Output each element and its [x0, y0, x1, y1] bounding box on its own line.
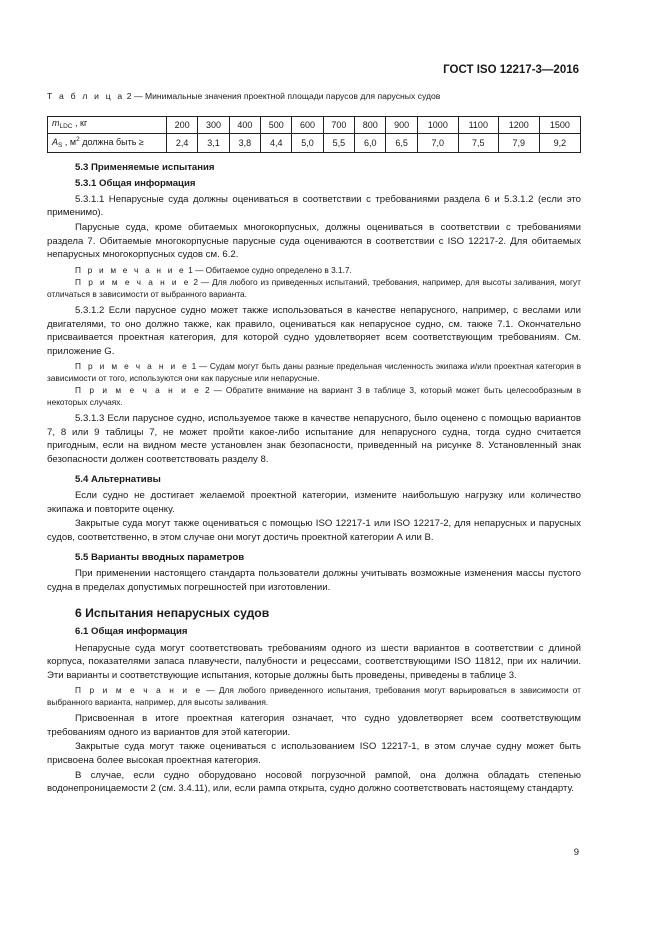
row-header-mass: $m_{LDC}$ , кг: [48, 116, 167, 133]
table-cell: 700: [323, 116, 354, 133]
table-cell: 600: [292, 116, 323, 133]
subsection-heading-6-1: 6.1 Общая информация: [75, 626, 188, 638]
table-cell: 800: [355, 116, 386, 133]
paragraph: Закрытые суда могут также оцениваться с использованием ISO 12217-1, в этом случае судну может быть присвоена более высокая проектная категория.: [47, 741, 581, 767]
table-cell: 3,1: [198, 133, 229, 152]
table-cell: 6,0: [355, 133, 386, 152]
table-cell: 7,5: [458, 133, 498, 152]
paragraph: Присвоенная в итоге проектная категория означает, что судно удовлетворяет всем соответствующим требованиям одного из вариантов для этой категории.: [47, 713, 581, 738]
table-row-mass: [48, 116, 581, 133]
paragraph: Парусные суда, кроме обитаемых многокорпусных, должны оцениваться в соответствии с требованиями раздела 7. Обитаемые многокорпусные парусные суда оцениваются в соответствии с ISO 12217-2. Для обитаемых непарусных многокорпусных судов см. 6.2.: [47, 221, 581, 261]
subsection-heading-5-3-1: 5.3.1 Общая информация: [75, 178, 196, 190]
table-row-area: [48, 133, 581, 152]
section-heading-6: 6 Испытания непарусных судов: [75, 606, 270, 621]
table-cell: 5,5: [323, 133, 354, 152]
table-cell: 9,2: [539, 133, 580, 152]
section-heading-5-5: 5.5 Варианты вводных параметров: [75, 552, 245, 564]
paragraph: При применении настоящего стандарта пользователи должны учитывать возможные изменения массы пустого судна в пределах допустимых погрешностей при изготовлении.: [47, 567, 581, 593]
sail-area-table: [47, 116, 581, 153]
table-cell: 2,4: [167, 133, 198, 152]
table-cell: 5,0: [292, 133, 323, 152]
table-caption-text: 2 — Минимальные значения проектной площади парусов для парусных судов: [124, 91, 441, 101]
paragraph: 5.3.1.2 Если парусное судно может также использоваться в качестве непарусного, например, с веслами или двигателями, то оно должно также, как правило, оцениваться как непарусное судно, см. также 7.1. Окончательно присваивается проектная категория, для которой судно удовлетворяет всем соответствующим требованиям. См. приложение G.: [47, 304, 581, 357]
paragraph: 5.3.1.3 Если парусное судно, используемое также в качестве непарусного, было оценено с помощью вариантов 7, 8 или 9 таблицы 7, не может пройти какое-либо испытание для непарусного судна, тогда судно считается пригодным, если на видном месте установлен знак безопасности, приведенный на рисунке 8. Установленный знак безопасности должен соответствовать разделу 8.: [47, 412, 581, 465]
page-number: 9: [573, 847, 579, 858]
row-header-area: $A_S$ , $м^2$ должна быть ≥: [48, 133, 167, 152]
table-cell: 300: [198, 116, 229, 133]
note: П р и м е ч а н и е 2 — Для любого из приведенных испытаний, требования, например, для высоты заливания, могут отличаться в зависимости от выбранного варианта.: [47, 277, 581, 299]
section-heading-5-4: 5.4 Альтернативы: [75, 474, 161, 486]
table-cell: 6,5: [386, 133, 417, 152]
paragraph: В случае, если судно оборудовано носовой погрузочной рампой, она должна обладать степенью водонепроницаемости 2 (см. 3.4.11), или, если рампа открыта, судно должно соответствовать настоящему стандарту.: [47, 769, 581, 795]
table-cell: 500: [261, 116, 292, 133]
table-cell: 1200: [498, 116, 539, 133]
table-cell: 3,8: [229, 133, 260, 152]
note: П р и м е ч а н и е 1 — Судам могут быть даны разные предельная численность экипажа и/или проектная категория в зависимости от того, используются они как парусные или непарусные.: [47, 361, 581, 383]
note: П р и м е ч а н и е 2 — Обратите внимание на вариант 3 в таблице 3, который может быть целесообразным в некоторых случаях.: [47, 385, 581, 407]
table-cell: 400: [229, 116, 260, 133]
note: П р и м е ч а н и е — Для любого приведенного испытания, требования могут варьироваться в зависимости от выбранного варианта, например, для высоты заливания.: [47, 685, 581, 707]
paragraph: 5.3.1.1 Непарусные суда должны оцениваться в соответствии с требованиями раздела 6 и 5.3.1.2 (если это применимо).: [47, 193, 581, 219]
table-cell: 7,0: [417, 133, 458, 152]
section-heading-5-3: 5.3 Применяемые испытания: [75, 161, 215, 173]
table-cell: 4,4: [261, 133, 292, 152]
document-header: ГОСТ ISO 12217-3—2016: [443, 64, 579, 76]
note: П р и м е ч а н и е 1 — Обитаемое судно определено в 3.1.7.: [75, 264, 352, 275]
table-cell: 1000: [417, 116, 458, 133]
paragraph: Закрытые суда могут также оцениваться с помощью ISO 12217-1 или ISO 12217-2, для непарусных и парусных судов, соответственно, в этом случае они могут достичь проектной категории А или В.: [47, 518, 581, 543]
paragraph: Непарусные суда могут соответствовать требованиям одного из шести вариантов в соответствии с длиной корпуса, показателями запаса плавучести, палубности и рецессами, соответствующими ISO 11812, при их наличии. Эти варианты и соответствующие испытания, которые должны быть проведены, приведены в таблице 3.: [47, 642, 581, 681]
table-cell: 1500: [539, 116, 580, 133]
table-caption-label: Т а б л и ц а: [47, 91, 125, 101]
table-cell: 1100: [458, 116, 498, 133]
paragraph: Если судно не достигает желаемой проектной категории, измените наибольшую нагрузку или количество экипажа и повторите оценку.: [47, 489, 581, 515]
table-cell: 900: [386, 116, 417, 133]
table-caption: [47, 90, 581, 104]
table-cell: 7,9: [498, 133, 539, 152]
page-content: [47, 90, 581, 797]
table-cell: 200: [167, 116, 198, 133]
